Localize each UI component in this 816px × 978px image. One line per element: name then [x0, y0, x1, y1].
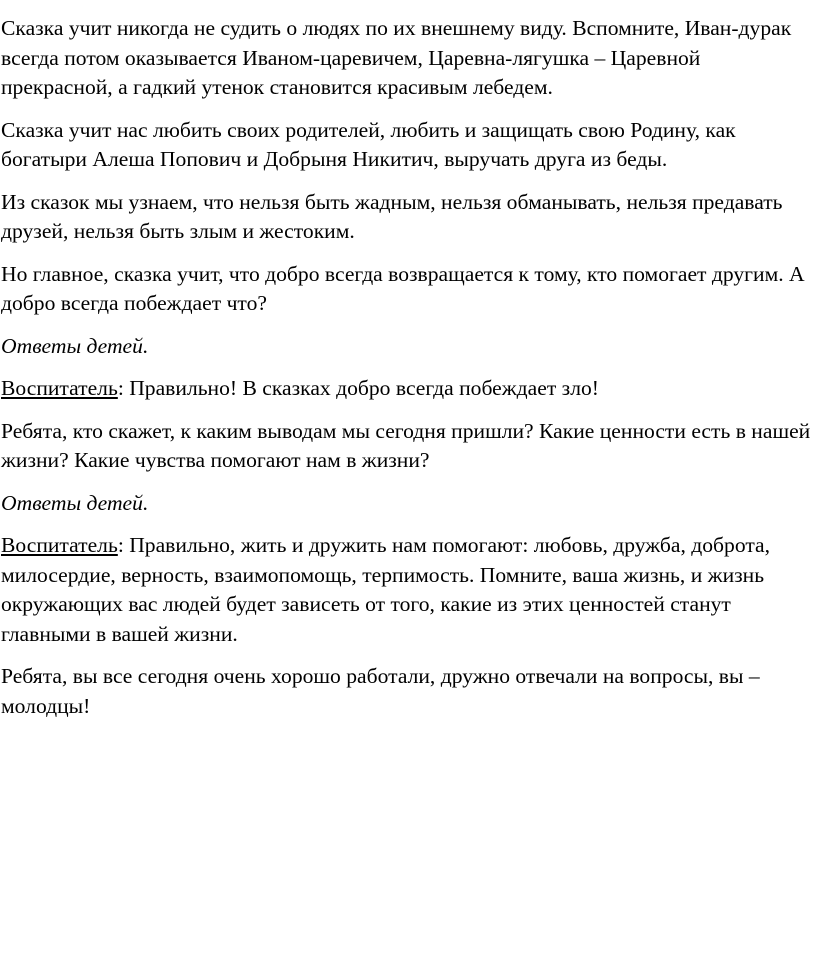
paragraph-text: Но главное, сказка учит, что добро всегда возвращается к тому, кто помогает другим. А добро всегда побеждает что?: [1, 261, 805, 315]
paragraph-text: Ответы детей.: [1, 490, 149, 515]
paragraph-children-answers: [1, 489, 816, 519]
paragraph-children-answers: [1, 332, 816, 362]
paragraph-teacher-values: [1, 531, 816, 649]
paragraph-fairy-tale-appearance: [1, 14, 816, 103]
speaker-label: Воспитатель: [1, 376, 118, 400]
paragraph-text: Из сказок мы узнаем, что нельзя быть жадным, нельзя обманывать, нельзя предавать друзей, нельзя быть злым и жестоким.: [1, 189, 783, 243]
paragraph-text: Ребята, кто скажет, к каким выводам мы сегодня пришли? Какие ценности есть в нашей жизни? Какие чувства помогают нам в жизни?: [1, 418, 811, 472]
paragraph-conclusions-question: [1, 417, 816, 476]
speaker-label: Воспитатель: [1, 533, 118, 557]
paragraph-good-returns: [1, 260, 816, 319]
paragraph-text: Ребята, вы все сегодня очень хорошо работали, дружно отвечали на вопросы, вы – молодцы!: [1, 664, 760, 718]
paragraph-text: Сказка учит никогда не судить о людях по их внешнему виду. Вспомните, Иван-дурак всегда потом оказывается Иваном-царевичем, Царевна-лягушка – Царевной прекрасной, а гадкий утенок становится красивым лебедем.: [1, 16, 792, 99]
paragraph-text: Сказка учит нас любить своих родителей, любить и защищать свою Родину, как богатыри Алеша Попович и Добрыня Никитич, выручать друга из беды.: [1, 117, 736, 171]
paragraph-lessons: [1, 188, 816, 247]
paragraph-text: : Правильно! В сказках добро всегда побеждает зло!: [117, 376, 599, 400]
paragraph-closing: [1, 662, 816, 721]
paragraph-love-parents: [1, 116, 816, 175]
paragraph-text: Ответы детей.: [1, 333, 149, 358]
document-body: [1, 14, 816, 734]
paragraph-text: : Правильно, жить и дружить нам помогают: любовь, дружба, доброта, милосердие, верность, взаимопомощь, терпимость. Помните, ваша жизнь, и жизнь окружающих вас людей будет зависеть от того, какие из этих ценностей станут главными в вашей жизни.: [1, 533, 771, 646]
paragraph-teacher-reply: [1, 374, 816, 404]
